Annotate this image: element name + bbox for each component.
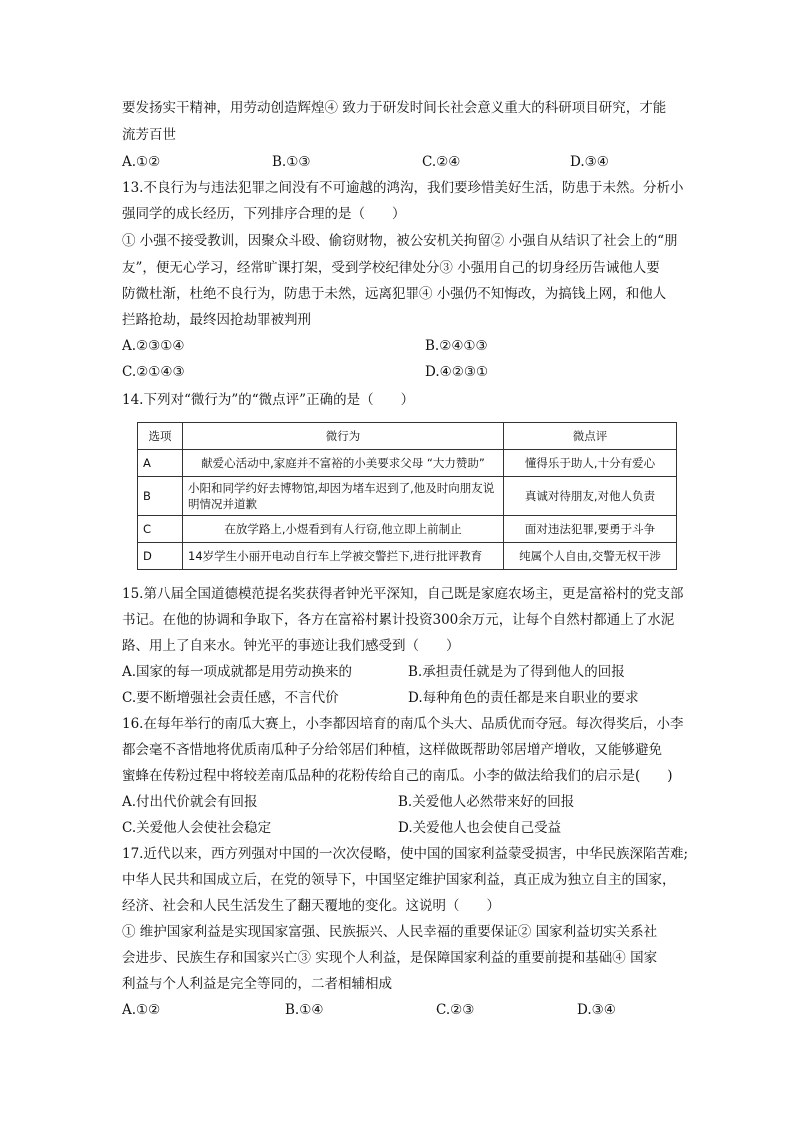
q14-row-d-behavior: 14岁学生小丽开电动自行车上学被交警拦下,进行批评教育 xyxy=(183,543,504,570)
q14-row-c-option: C xyxy=(138,516,183,543)
q17-line-4: ① 维护国家利益是实现国家富强、民族振兴、人民幸福的重要保证② 国家利益切实关系社 xyxy=(122,924,658,940)
q13-option-d[interactable]: D.④②③① xyxy=(425,364,489,380)
q12-line-1: 要发扬实干精神，用劳动创造辉煌④ 致力于研发时间长社会意义重大的科研项目研究，才能 xyxy=(122,100,667,116)
q16-option-a[interactable]: A.付出代价就会有回报 xyxy=(122,794,258,810)
q12-option-c[interactable]: C.②④ xyxy=(422,154,461,170)
q17-option-c[interactable]: C.②③ xyxy=(436,1002,475,1018)
q13-option-a[interactable]: A.②③①④ xyxy=(122,338,185,354)
q13-option-b[interactable]: B.②④①③ xyxy=(425,338,488,354)
q14-row-a-behavior: 献爱心活动中,家庭并不富裕的小美要求父母 “大力赞助” xyxy=(183,450,504,477)
q12-option-a[interactable]: A.①② xyxy=(122,154,161,170)
q14-header-comment: 微点评 xyxy=(504,423,677,450)
table-row[interactable] xyxy=(138,543,677,570)
q14-row-a-option: A xyxy=(138,450,183,477)
q16-stem-line-3: 蜜蜂在传粉过程中将较差南瓜品种的花粉传给自己的南瓜。小李的做法给我们的启示是( ) xyxy=(122,768,673,784)
q12-line-2: 流芳百世 xyxy=(122,127,176,143)
q17-stem-line-2: 中华人民共和国成立后，在党的领导下，中国坚定维护国家利益，真正成为独立自主的国家， xyxy=(122,872,676,888)
q15-stem-line-2: 书记。在他的协调和争取下，各方在富裕村累计投资300余万元，让每个自然村都通上了水泥 xyxy=(122,612,675,628)
q14-row-b-option: B xyxy=(138,477,183,516)
q13-line-5: 防微杜渐，杜绝不良行为，防患于未然，远离犯罪④ 小强仍不知悔改，为搞钱上网，和他人 xyxy=(122,286,667,302)
q14-row-d-comment: 纯属个人自由,交警无权干涉 xyxy=(504,543,677,570)
q15-option-d[interactable]: D.每种角色的责任都是来自职业的要求 xyxy=(408,690,639,706)
q15-option-b[interactable]: B.承担责任就是为了得到他人的回报 xyxy=(408,664,625,680)
q13-option-c[interactable]: C.②①④③ xyxy=(122,364,185,380)
q14-stem: 14.下列对“微行为”的“微点评”正确的是（ ） xyxy=(122,392,415,408)
q13-stem-line-2: 强同学的成长经历，下列排序合理的是（ ） xyxy=(122,206,406,222)
q17-stem-line-3: 经济、社会和人民生活发生了翻天覆地的变化。这说明（ ） xyxy=(122,898,500,914)
q16-option-d[interactable]: D.关爱他人也会使自己受益 xyxy=(398,820,562,836)
q14-row-a-comment: 懂得乐于助人,十分有爱心 xyxy=(504,450,677,477)
q17-line-6: 利益与个人利益是完全等同的，二者相辅相成 xyxy=(122,976,392,992)
q16-stem-line-1: 16.在每年举行的南瓜大赛上，小李都因培育的南瓜个头大、品质优而夺冠。每次得奖后，小李 xyxy=(122,716,684,732)
q14-row-d-option: D xyxy=(138,543,183,570)
q14-header-behavior: 微行为 xyxy=(183,423,504,450)
q14-row-c-behavior: 在放学路上,小煜看到有人行窃,他立即上前制止 xyxy=(183,516,504,543)
table-row[interactable] xyxy=(138,516,677,543)
q14-row-b-comment: 真诚对待朋友,对他人负责 xyxy=(504,477,677,516)
q16-option-b[interactable]: B.关爱他人必然带来好的回报 xyxy=(398,794,575,810)
q14-row-b-behavior: 小阳和同学约好去博物馆,却因为堵车迟到了,他及时向朋友说明情况并道歉 xyxy=(183,477,504,516)
q13-line-4: 友”，便无心学习，经常旷课打架，受到学校纪律处分③ 小强用自己的切身经历告诫他人要 xyxy=(122,260,660,276)
q15-stem-line-1: 15.第八届全国道德模范提名奖获得者钟光平深知，自己既是家庭农场主，更是富裕村的党支部 xyxy=(122,586,684,602)
q15-stem-line-3: 路、用上了自来水。钟光平的事迹让我们感受到（ ） xyxy=(122,638,460,654)
q15-option-a[interactable]: A.国家的每一项成就都是用劳动换来的 xyxy=(122,664,353,680)
table-row[interactable] xyxy=(138,477,677,516)
q17-stem-line-1: 17.近代以来，西方列强对中国的一次次侵略，使中国的国家利益蒙受损害，中华民族深陷苦难; xyxy=(122,846,689,862)
table-row[interactable] xyxy=(138,450,677,477)
q17-option-d[interactable]: D.③④ xyxy=(577,1002,616,1018)
q13-stem-line-1: 13.不良行为与违法犯罪之间没有不可逾越的鸿沟，我们要珍惜美好生活，防患于未然。分析小 xyxy=(122,180,684,196)
q17-line-5: 会进步、民族生存和国家兴亡③ 实现个人利益，是保障国家利益的重要前提和基础④ 国家 xyxy=(122,950,658,966)
q14-row-c-comment: 面对违法犯罪,要勇于斗争 xyxy=(504,516,677,543)
q14-header-option: 选项 xyxy=(138,423,183,450)
q14-table xyxy=(137,422,677,570)
q13-line-6: 拦路抢劫，最终因抢劫罪被判刑 xyxy=(122,312,311,328)
q15-option-c[interactable]: C.要不断增强社会责任感，不言代价 xyxy=(122,690,339,706)
q12-option-d[interactable]: D.③④ xyxy=(570,154,609,170)
q17-option-b[interactable]: B.①④ xyxy=(285,1002,324,1018)
q14-header-row xyxy=(138,423,677,450)
q17-option-a[interactable]: A.①② xyxy=(122,1002,161,1018)
q13-line-3: ① 小强不接受教训，因聚众斗殴、偷窃财物，被公安机关拘留② 小强自从结识了社会上的“朋 xyxy=(122,233,678,249)
q16-option-c[interactable]: C.关爱他人会使社会稳定 xyxy=(122,820,272,836)
q12-option-b[interactable]: B.①③ xyxy=(272,154,311,170)
q16-stem-line-2: 都会毫不吝惜地将优质南瓜种子分给邻居们种植，这样做既帮助邻居增产增收，又能够避免 xyxy=(122,742,662,758)
